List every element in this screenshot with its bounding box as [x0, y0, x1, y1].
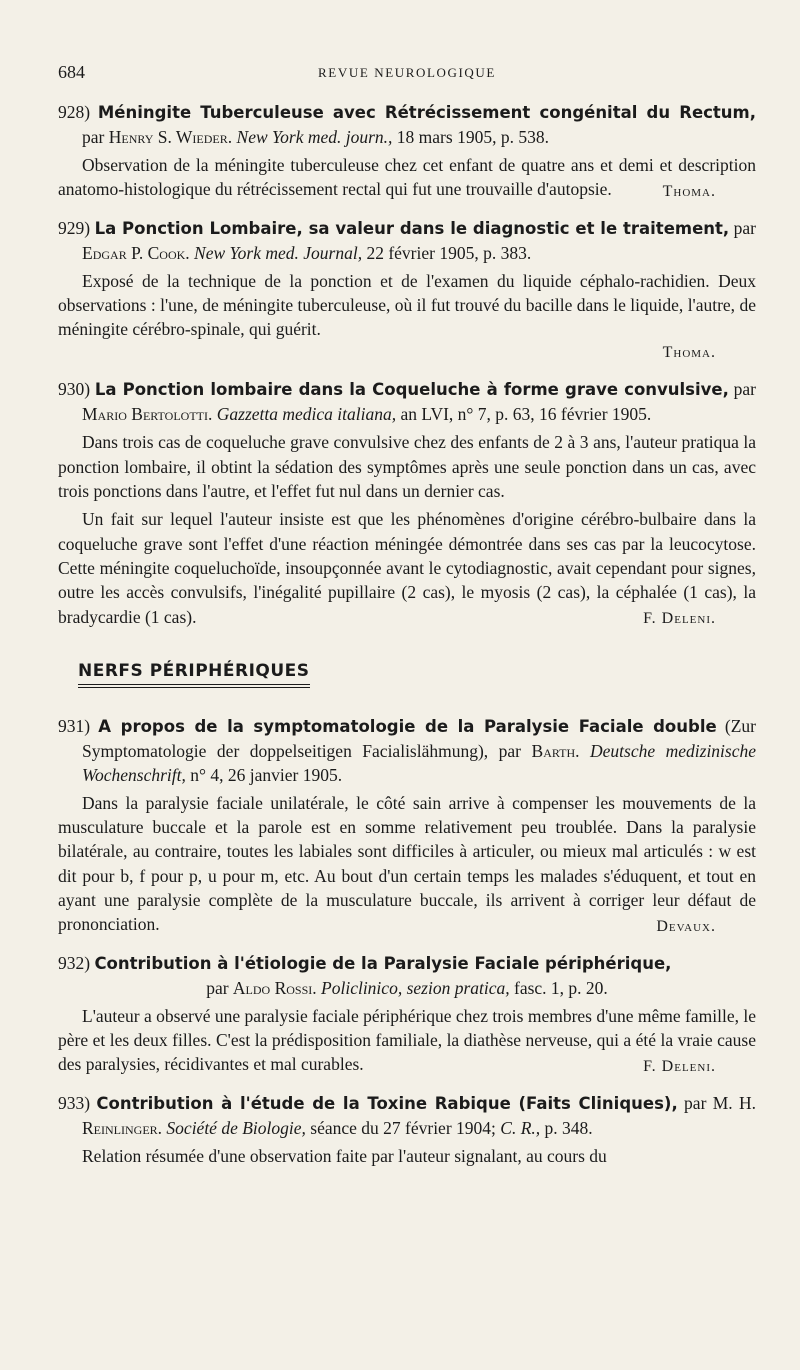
entry-ref: fasc. 1, p. 20. — [514, 977, 608, 998]
entry-author: Reinlinger. — [82, 1117, 163, 1138]
entry-930 — [58, 377, 756, 630]
entry-929 — [58, 216, 756, 366]
entry-body — [58, 269, 756, 342]
entry-title: La Ponction lombaire dans la Coqueluche à forme grave convulsive, — [94, 380, 729, 400]
entry-signature: F. Deleni. — [643, 609, 716, 627]
entry-source: New York med. journ., — [236, 127, 393, 147]
entry-by: par M. H. — [684, 1092, 756, 1113]
entry-signature: Thoma. — [662, 344, 716, 362]
entry-932 — [58, 951, 756, 1079]
entry-heading — [58, 714, 756, 787]
entry-source: Société de Biologie, — [166, 1117, 306, 1138]
entry-title: La Ponction Lombaire, sa valeur dans le diagnostic et le traitement, — [94, 218, 730, 238]
entry-ref: n° 4, 26 janvier 1905. — [190, 764, 343, 785]
entry-paragraph: Dans la paralysie faciale unilatérale, le côté sain arrive à compenser les mouvements de la musculature buccale et la parole est en somme relativement peu troublée. Dans la paralysie bilatérale, au contraire, toutes les labiales sont difficiles à articuler, ou mieux mal articulés : w est dit pour b, f pour p, u pour m, etc. Au bout d'un certain temps les malades s'éduquent, et tout en ayant une paralysie complète de la musculature buccale, ils arrivent à corriger leur défaut de prononciation. — [58, 792, 756, 935]
entry-heading — [58, 377, 756, 426]
entry-title: Méningite Tuberculeuse avec Rétrécissement congénital du Rectum, — [97, 103, 757, 122]
entry-source: Policlinico, sezion pratica, — [321, 977, 510, 998]
entry-refline — [58, 976, 756, 1000]
entry-paragraph: L'auteur a observé une paralysie faciale périphérique chez trois membres d'une même famille, le père et les deux filles. C'est la prédisposition familiale, la diathèse nerveuse, qui a été la vraie cause des paralysies, récidivantes et mal curables. — [58, 1005, 756, 1075]
entry-number: 929) — [58, 217, 91, 238]
entry-931 — [58, 714, 756, 939]
entry-number: 931) — [58, 715, 91, 736]
entry-by: par — [733, 217, 757, 238]
entry-paragraph: Dans trois cas de coqueluche grave convulsive chez des enfants de 2 à 3 ans, l'auteur pratiqua la ponction lombaire, il obtint la sédation des symptômes après une seule ponction dans un cas, avec trois ponctions dans l'autre, et l'effet fut nul dans un dernier cas. — [58, 432, 756, 502]
entry-title: Contribution à l'étiologie de la Paralysie Faciale périphérique, — [94, 953, 672, 973]
entry-number: 933) — [58, 1092, 91, 1113]
entry-author: Mario Bertolotti. — [82, 404, 213, 425]
section-heading — [78, 661, 756, 688]
entry-by: par — [206, 977, 229, 998]
entry-heading — [58, 100, 756, 149]
entry-ref: 18 mars 1905, p. 538. — [396, 127, 549, 147]
journal-title: REVUE NEUROLOGIQUE — [318, 65, 496, 80]
page-content — [58, 100, 756, 1180]
entry-paragraph: Un fait sur lequel l'auteur insiste est que les phénomènes d'origine cérébro-bulbaire dans la coqueluche grave sont l'effet d'une réaction méningée démontrée dans ses cas par la leucocytose. Cette méningite coqueluchoïde, insoupçonnée avant le cytodiagnostic, avait cependant pour signes, outre les accès convulsifs, l'inégalité pupillaire (2 cas), le myosis (2 cas), la céphalée (1 cas), la bradycardie (1 cas). — [58, 509, 756, 627]
entry-author: Henry S. Wieder. — [108, 127, 233, 147]
entry-ref: an LVI, n° 7, p. 63, 16 février 1905. — [400, 404, 652, 425]
entry-ref-2: p. 348. — [544, 1117, 593, 1138]
entry-source: Deutsche medizinische Wochenschrift, — [82, 740, 757, 785]
entry-by: par — [733, 379, 757, 400]
entry-number: 928) — [58, 102, 91, 122]
entry-number: 930) — [58, 379, 91, 400]
entry-signature: F. Deleni. — [643, 1057, 716, 1075]
entry-source-2: C. R., — [500, 1117, 541, 1138]
entry-body — [58, 430, 756, 628]
entry-by: par — [82, 127, 105, 147]
entry-body — [58, 1144, 756, 1168]
entry-ref: 22 février 1905, p. 383. — [366, 242, 532, 263]
entry-subtitle: (Zur Symptomatologie der doppelseitigen Facialislähmung), par — [82, 715, 757, 761]
entry-paragraph: Relation résumée d'une observation faite par l'auteur signalant, au cours du — [82, 1145, 607, 1166]
entry-title: A propos de la symptomatologie de la Paralysie Faciale double — [98, 716, 717, 736]
journal-page — [58, 0, 756, 1370]
entry-number: 932) — [58, 952, 91, 973]
entry-author: Edgar P. Cook. — [82, 242, 190, 263]
entry-source: New York med. Journal, — [194, 242, 363, 263]
entry-ref: séance du 27 février 1904; — [310, 1117, 496, 1138]
entry-title: Contribution à l'étude de la Toxine Rabique (Faits Cliniques), — [96, 1093, 678, 1113]
entry-928 — [58, 100, 756, 204]
page-number: 684 — [58, 62, 85, 82]
entry-signature: Thoma. — [662, 182, 716, 200]
entry-author: Aldo Rossi. — [232, 977, 317, 998]
entry-heading — [58, 216, 756, 265]
running-header — [58, 62, 756, 86]
entry-paragraph: Observation de la méningite tuberculeuse chez cet enfant de quatre ans et demi et description anatomo-histologique du rétrécissement rectal qui fut une trouvaille d'autopsie. — [58, 155, 756, 200]
entry-933 — [58, 1091, 756, 1168]
entry-heading — [58, 1091, 756, 1140]
entry-source: Gazzetta medica italiana, — [216, 404, 397, 425]
entry-heading — [58, 951, 756, 976]
entry-author: Barth. — [531, 740, 580, 761]
entry-paragraph: Exposé de la technique de la ponction et de l'examen du liquide céphalo-rachidien. Deux observations : l'une, de méningite tuberculeuse, où il fut trouvé du bacille dans le liquide, l'autre, de méningite cérébro-spinale, qui guérit. — [58, 270, 756, 340]
entry-signature: Devaux. — [656, 917, 716, 935]
section-title: NERFS PÉRIPHÉRIQUES — [78, 661, 310, 688]
